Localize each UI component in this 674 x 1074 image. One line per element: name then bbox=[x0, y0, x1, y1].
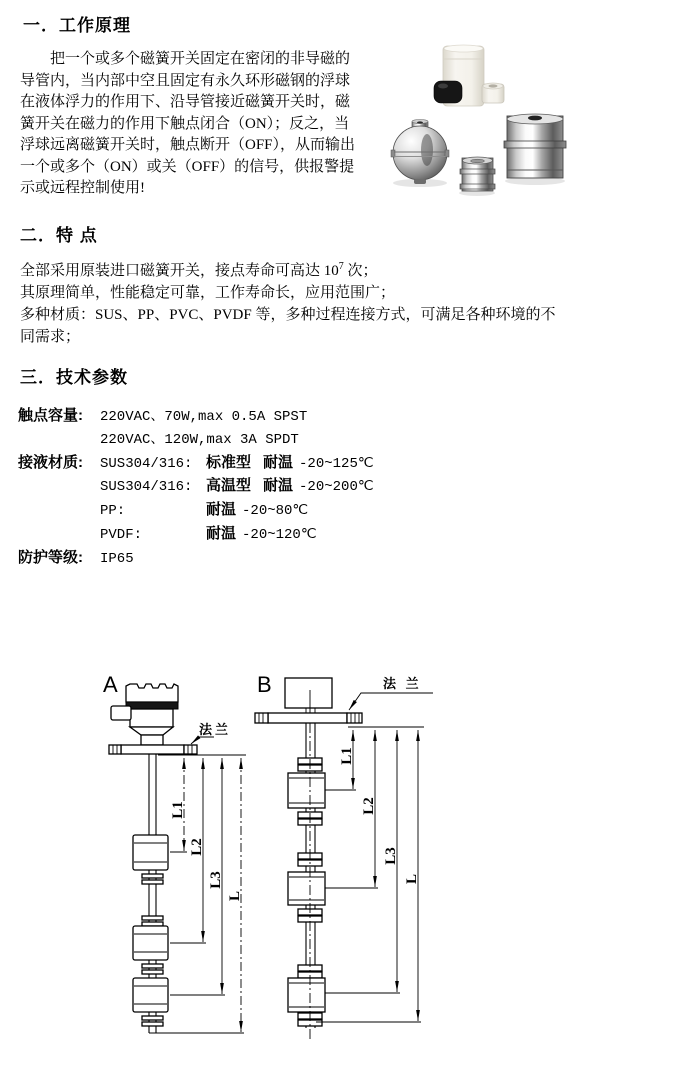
flange-b bbox=[255, 713, 362, 723]
temp-resist-label: 耐温 bbox=[206, 501, 237, 519]
large-cylinder-float-photo bbox=[504, 114, 566, 178]
view-a-label: A bbox=[103, 672, 118, 697]
material-name: SUS304/316: bbox=[100, 479, 193, 496]
feature-line: 同需求； bbox=[20, 329, 81, 345]
flange-label-b: 法 兰 bbox=[383, 676, 422, 691]
spec-row-material-2 bbox=[18, 475, 374, 499]
cable-gland bbox=[111, 706, 131, 720]
temp-resist-label: 耐温 bbox=[263, 453, 294, 471]
stop-ring bbox=[142, 880, 163, 884]
protection-grade-label: 防护等级: bbox=[18, 548, 83, 566]
material-type: 高温型 bbox=[206, 477, 252, 495]
dim-label-l1-b: L1 bbox=[339, 747, 355, 765]
ball-float-photo bbox=[391, 120, 449, 185]
spec-row-material-1 bbox=[18, 452, 374, 476]
float-a-2 bbox=[133, 926, 168, 960]
section2-body bbox=[20, 256, 660, 348]
dim-label-l1-a: L1 bbox=[170, 801, 186, 819]
dimension-diagram bbox=[0, 650, 674, 1074]
section1-paragraph bbox=[20, 49, 392, 200]
section3-heading: 三．技术参数 bbox=[20, 368, 128, 387]
view-b bbox=[255, 672, 433, 1040]
stop-ring bbox=[142, 964, 163, 968]
white-ring-float-photo bbox=[482, 83, 504, 103]
float-b-1 bbox=[288, 773, 325, 808]
junction-box-body bbox=[130, 709, 173, 727]
paragraph-line: 示或远程控制使用! bbox=[20, 180, 145, 196]
head-taper bbox=[130, 727, 173, 735]
superscript-exponent: 7 bbox=[338, 261, 344, 272]
junction-box-cap bbox=[126, 684, 178, 702]
temp-range: -20~120℃ bbox=[242, 526, 317, 543]
leader-line-a bbox=[191, 737, 214, 744]
paragraph-line: 簧开关在磁力的作用下触点闭合（ON）；反之，当 bbox=[20, 115, 350, 132]
stop-ring bbox=[142, 874, 163, 878]
paragraph-line: 浮球远离磁簧开关时，触点断开（OFF），从而输出 bbox=[20, 137, 356, 153]
temp-range: -20~200℃ bbox=[299, 479, 374, 496]
temp-resist-label: 耐温 bbox=[206, 524, 237, 542]
dim-label-l2-a: L2 bbox=[189, 838, 205, 856]
paragraph-line: 导管内，当内部中空且固定有永久环形磁钢的浮球 bbox=[20, 72, 351, 89]
dimensions-b bbox=[316, 727, 424, 1022]
leader-line-b bbox=[349, 693, 433, 710]
float-a-3 bbox=[133, 978, 168, 1012]
junction-box-band bbox=[126, 702, 178, 709]
feature-line: 多种材质：SUS、PP、PVC、PVDF 等，多种过程连接方式，可满足各种环境的不 bbox=[20, 307, 556, 323]
view-b-label: B bbox=[257, 672, 272, 697]
float-a-1 bbox=[133, 835, 168, 870]
view-a bbox=[103, 672, 246, 1033]
stop-ring bbox=[142, 1016, 163, 1020]
flange-label-a: 法兰 bbox=[199, 722, 232, 737]
stop-ring bbox=[142, 916, 163, 920]
temp-resist-label: 耐温 bbox=[263, 477, 294, 495]
contact-rating-value: 220VAC、70W,max 0.5A SPST bbox=[100, 409, 308, 425]
float-products-photo bbox=[388, 25, 620, 200]
stop-ring bbox=[142, 1022, 163, 1026]
material-name: PVDF: bbox=[100, 526, 143, 543]
feature-line-suffix: 次； bbox=[343, 263, 378, 279]
material-type: 标准型 bbox=[206, 453, 252, 471]
material-name: SUS304/316: bbox=[100, 455, 193, 472]
wetted-material-label: 接液材质: bbox=[18, 453, 83, 471]
dim-label-l-b: L bbox=[404, 873, 420, 885]
paragraph-line: 一个或多个（ON）或关（OFF）的信号，供报警提 bbox=[20, 158, 355, 175]
feature-line bbox=[20, 256, 660, 282]
terminal-box bbox=[285, 678, 332, 708]
contact-rating-label: 触点容量: bbox=[18, 407, 83, 424]
temp-range: -20~125℃ bbox=[299, 455, 374, 472]
spec-row-material-4 bbox=[18, 523, 374, 547]
spec-row-contact-1 bbox=[18, 405, 374, 429]
spec-table bbox=[18, 405, 374, 571]
head-neck bbox=[141, 735, 163, 745]
section2-heading: 二．特 点 bbox=[20, 226, 98, 245]
contact-rating-value: 220VAC、120W,max 3A SPDT bbox=[100, 431, 299, 448]
section1-heading: 一．工作原理 bbox=[23, 16, 131, 35]
protection-grade-value: IP65 bbox=[100, 550, 134, 567]
small-cylinder-float-photo bbox=[460, 157, 495, 191]
dim-label-l-a: L bbox=[227, 890, 243, 902]
paragraph-line: 把一个或多个磁簧开关固定在密闭的非导磁的 bbox=[50, 51, 351, 67]
feature-line-prefix: 全部采用原装进口磁簧开关，接点寿命可高达 10 bbox=[20, 263, 339, 279]
spec-row-protection bbox=[18, 547, 374, 571]
float-b-3 bbox=[288, 978, 325, 1012]
float-b-2 bbox=[288, 872, 325, 905]
black-float-photo bbox=[434, 81, 462, 103]
flange-a bbox=[109, 745, 197, 754]
feature-line: 其原理简单，性能稳定可靠，工作寿命长，应用范围广； bbox=[20, 285, 396, 301]
dim-label-l3-b: L3 bbox=[383, 847, 399, 865]
stop-ring bbox=[142, 970, 163, 974]
spec-row-contact-2 bbox=[18, 429, 374, 452]
dim-label-l3-a: L3 bbox=[208, 871, 224, 889]
spec-row-material-3 bbox=[18, 499, 374, 523]
temp-range: -20~80℃ bbox=[242, 503, 309, 520]
dim-label-l2-b: L2 bbox=[361, 797, 377, 815]
paragraph-line: 在液体浮力的作用下、沿导管接近磁簧开关时，磁 bbox=[20, 94, 351, 110]
material-name: PP: bbox=[100, 503, 126, 520]
